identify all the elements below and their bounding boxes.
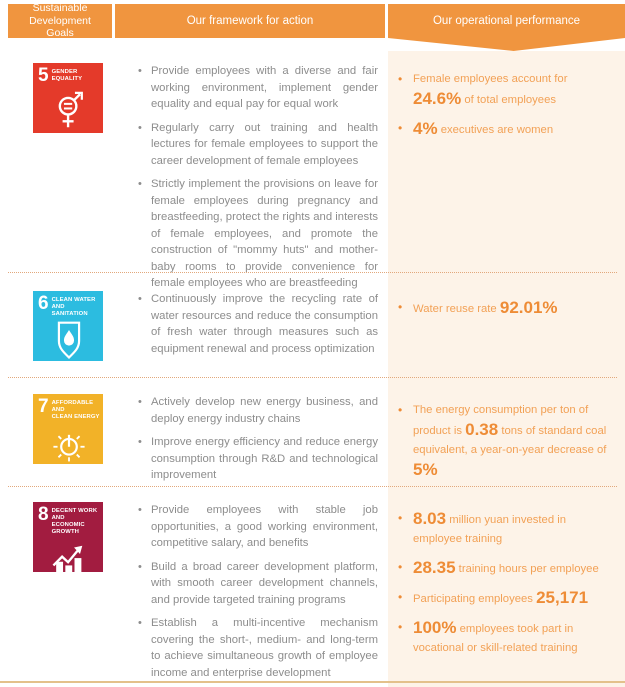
performance-list	[398, 63, 610, 149]
performance-metric-value: 8.03	[413, 509, 447, 528]
performance-text-segment: million yuan invested in employee training	[413, 514, 567, 545]
bullet-icon: •	[398, 300, 403, 314]
action-text: Continuously improve the recycling rate of water resources and reduce the consumption of fresh water through measures such as equipment renewal and process optimization	[151, 293, 378, 355]
action-text: Strictly implement the provisions on leave for female employees during pregnancy and breastfeeding, protect the rights and interests of female employees, and promote the construction of "mommy huts" and mother-baby rooms to provide convenience for female employees who are breastfeeding	[151, 178, 378, 289]
performance-text	[413, 558, 599, 579]
goal-title: CLEAN WATER AND SANITATION	[51, 297, 96, 317]
action-text: Regularly carry out training and health lectures for female employees to support the career development of female employees	[151, 121, 378, 167]
bullet-icon: •	[138, 504, 142, 516]
performance-text-segment: employees took part in vocational or skill-related training	[413, 623, 578, 654]
performance-text	[413, 509, 610, 549]
action-list-item	[138, 559, 378, 609]
performance-text-segment: tons of standard coal equivalent, a year-on-year decrease of	[413, 425, 607, 456]
goal-heading	[38, 295, 100, 318]
framework-actions-list	[138, 291, 378, 364]
performance-metric-value: 100%	[413, 618, 457, 637]
bullet-icon: •	[398, 511, 403, 525]
performance-metric-value: 25,171	[536, 588, 589, 607]
bullet-icon: •	[398, 590, 403, 604]
action-list-item	[138, 394, 378, 427]
performance-text-segment: Female employees account for	[413, 73, 568, 85]
action-list-item	[138, 615, 378, 681]
sdg-row-8	[0, 502, 625, 687]
performance-text-segment: of total employees	[461, 94, 557, 106]
bullet-icon: •	[138, 560, 142, 573]
action-list-item	[138, 291, 378, 357]
clean-water-icon	[38, 319, 100, 363]
goal-number: 8	[38, 504, 49, 525]
header-framework-for-action: Our framework for action	[115, 4, 385, 38]
section-bottom-rule	[0, 681, 625, 683]
goal-title: GENDER EQUALITY	[51, 69, 83, 82]
framework-actions-list	[138, 394, 378, 491]
performance-text-segment: Participating employees	[413, 593, 537, 605]
performance-text	[413, 119, 553, 140]
performance-list-item	[398, 70, 610, 110]
performance-list	[398, 394, 610, 490]
action-list-item	[138, 176, 378, 292]
sdg-5-badge	[33, 63, 103, 133]
performance-metric-value: 5%	[413, 460, 438, 479]
sdg-6-badge	[33, 291, 103, 361]
sdg-row-5	[0, 63, 625, 299]
goal-number: 6	[38, 293, 49, 314]
goal-title: AFFORDABLE AND CLEAN ENERGY	[51, 400, 100, 420]
goal-title: DECENT WORK AND ECONOMIC GROWTH	[51, 508, 98, 535]
action-text: Actively develop new energy business, and deploy energy industry chains	[151, 396, 378, 425]
gender-equality-icon	[38, 86, 100, 130]
action-text: Build a broad career development platform, with smooth career development channels, and provide targeted training programs	[151, 560, 378, 606]
performance-list-item	[398, 401, 610, 481]
performance-text	[413, 588, 588, 609]
dotted-divider	[8, 272, 617, 273]
performance-list-item	[398, 618, 610, 658]
bullet-icon: •	[138, 121, 142, 134]
sdg-8-badge	[33, 502, 103, 572]
framework-actions-list	[138, 63, 378, 299]
action-list-item	[138, 120, 378, 170]
performance-metric-value: 28.35	[413, 558, 456, 577]
sdg-7-badge	[33, 394, 103, 464]
performance-list-item	[398, 119, 610, 140]
goal-heading	[38, 67, 100, 85]
performance-text-segment: executives are women	[437, 124, 554, 136]
goal-heading	[38, 506, 100, 536]
performance-text	[413, 618, 610, 658]
performance-list-item	[398, 588, 610, 609]
dotted-divider	[8, 377, 617, 378]
dotted-divider	[8, 486, 617, 487]
performance-list-item	[398, 298, 610, 319]
bullet-icon: •	[398, 403, 403, 417]
goal-number: 7	[38, 396, 49, 417]
performance-text-segment: training hours per employee	[455, 563, 599, 575]
header-operational-performance: Our operational performance	[388, 4, 625, 38]
bullet-icon: •	[138, 617, 142, 629]
action-list-item	[138, 63, 378, 113]
sdg-row-6	[0, 291, 625, 364]
performance-list	[398, 291, 610, 328]
bullet-icon: •	[398, 121, 403, 135]
bullet-icon: •	[138, 65, 142, 77]
bullet-icon: •	[398, 560, 403, 574]
sdg-row-7	[0, 394, 625, 491]
header-sustainable-development-goals: Sustainable Development Goals	[8, 4, 112, 38]
performance-metric-value: 92.01%	[499, 298, 558, 317]
action-list-item	[138, 502, 378, 552]
performance-text-segment: The energy consumption per ton of product is	[413, 404, 589, 437]
performance-metric-value: 4%	[413, 119, 438, 138]
action-list-item	[138, 434, 378, 484]
bullet-icon: •	[138, 436, 142, 448]
performance-list-item	[398, 558, 610, 579]
clean-energy-icon	[38, 422, 100, 466]
performance-metric-value: 0.38	[465, 420, 499, 439]
action-text: Improve energy efficiency and reduce energy consumption through R&D and technological improvement	[151, 436, 378, 481]
bullet-icon: •	[398, 72, 403, 86]
performance-text	[413, 298, 558, 319]
bullet-icon: •	[398, 620, 403, 634]
performance-metric-value: 24.6%	[413, 89, 462, 108]
chevron-down-banner	[388, 38, 625, 51]
performance-text	[413, 401, 610, 481]
performance-list	[398, 502, 610, 667]
performance-text	[413, 70, 610, 110]
framework-actions-list	[138, 502, 378, 687]
performance-text-segment: Water reuse rate	[413, 303, 500, 315]
action-text: Provide employees with stable job opportunities, a good working environment, competitive salary, and benefits	[151, 504, 378, 549]
action-text: Establish a multi-incentive mechanism covering the short-, medium- and long-term to achieve simultaneous growth of employee income and enterprise development	[151, 617, 378, 679]
goal-heading	[38, 398, 100, 421]
bullet-icon: •	[138, 293, 142, 305]
bullet-icon: •	[138, 396, 142, 408]
action-text: Provide employees with a diverse and fair working environment, implement gender equality and equal pay for equal work	[151, 65, 378, 110]
goal-number: 5	[38, 65, 49, 86]
bullet-icon: •	[138, 178, 142, 190]
performance-list-item	[398, 509, 610, 549]
decent-work-icon	[38, 537, 100, 581]
